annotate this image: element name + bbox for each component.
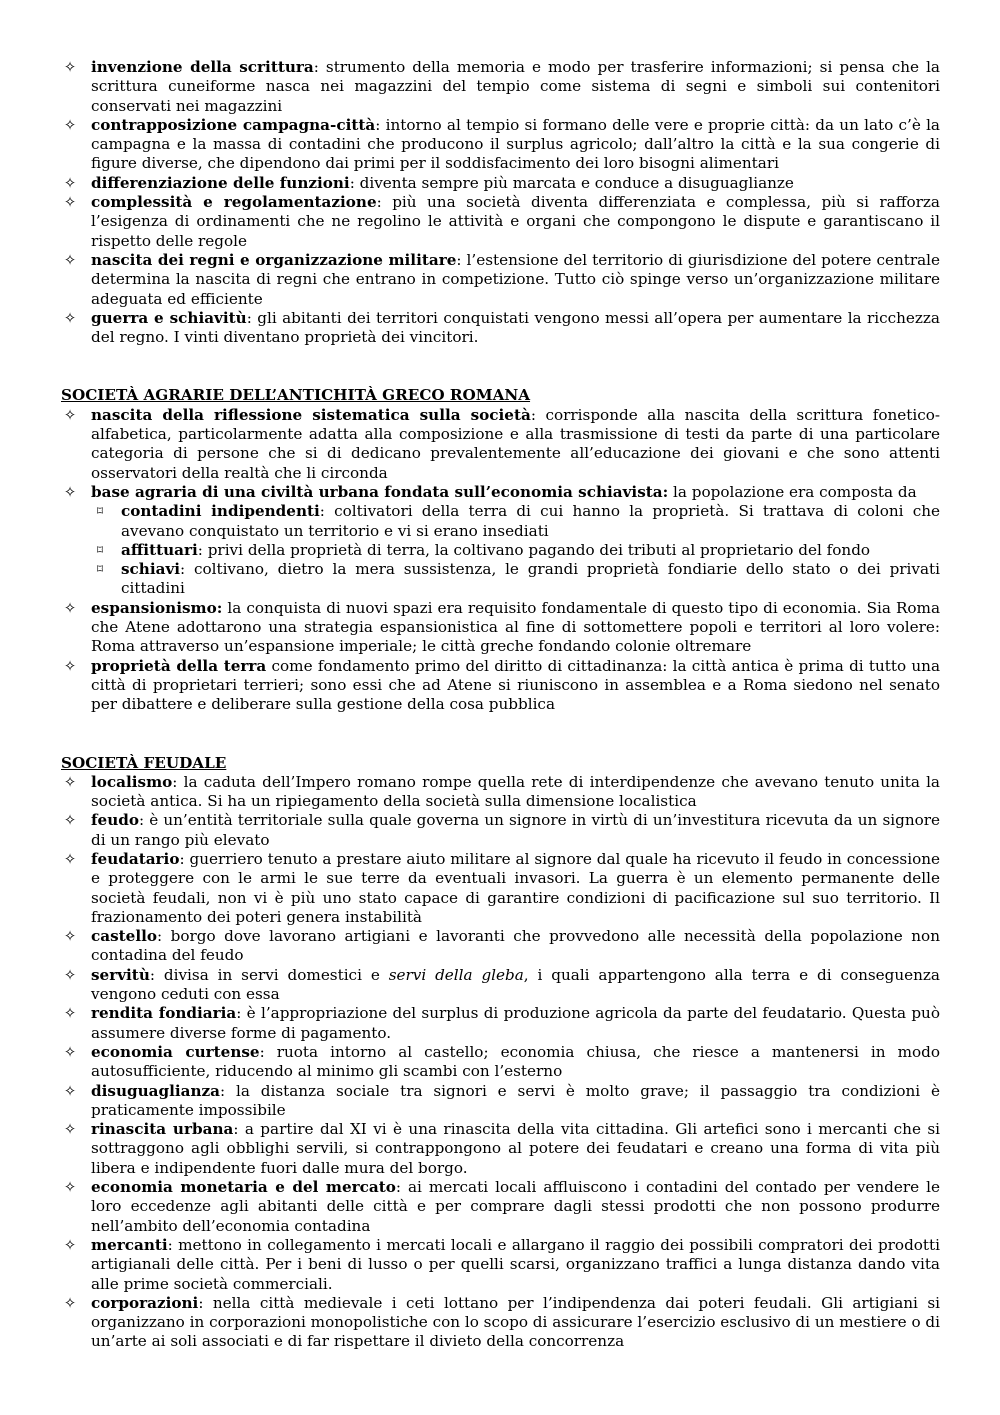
list-item <box>61 1082 940 1121</box>
section-heading-greco-romana: SOCIETÀ AGRARIE DELL’ANTICHITÀ GRECO ROMANA <box>61 386 531 405</box>
list-item <box>61 599 940 657</box>
item-term: rendita fondiaria <box>91 1004 237 1023</box>
diamond-bullet-icon: ✧ <box>63 250 77 269</box>
item-text: : la caduta dell’Impero romano rompe quella rete di interdipendenze che avevano tenuto unita la società antica. Si ha un ripiegamento della società sulla dimensione localistica <box>91 772 940 811</box>
list-item <box>61 174 940 193</box>
diamond-bullet-icon: ✧ <box>63 849 77 868</box>
item-text: : più una società diventa differenziata e complessa, più si rafforza l’esigenza di ordinamenti che ne regolino le attività e organi che compongono le dispute e garantiscano il rispetto delle regole <box>91 193 940 250</box>
diamond-bullet-icon: ✧ <box>63 1120 77 1139</box>
lozenge-bullet-icon: ⌑ <box>96 562 104 577</box>
item-text: : guerriero tenuto a prestare aiuto militare al signore dal quale ha ricevuto il feudo in concessione e proteggere con le armi le sue terre da eventuali invasori. La guerra è un elemento permanente delle società feudali, non vi è più uno stato capace di garantire condizioni di pacificazione sul suo territorio. Il frazionamento dei poteri genera instabilità <box>91 849 940 926</box>
item-term: base agraria di una civiltà urbana fondata sull’economia schiavista: <box>91 482 669 501</box>
item-text: : borgo dove lavorano artigiani e lavoranti che provvedono alle necessità della popolazione non contadina del feudo <box>91 927 940 965</box>
sub-list <box>61 502 940 598</box>
list-item <box>61 850 940 927</box>
sub-list-item <box>91 502 940 541</box>
item-text: : a partire dal XI vi è una rinascita della vita cittadina. Gli artefici sono i mercanti che si sottraggono agli obblighi servili, si contrappongono al potere dei feudatari e creano una forma di vita più libera e indipendente fuori dalle mura del borgo. <box>91 1120 940 1177</box>
item-term: complessità e regolamentazione <box>91 193 377 212</box>
list-item <box>61 966 940 1005</box>
item-text: : ruota intorno al castello; economia chiusa, che riesce a mantenersi in modo autosufficiente, riducendo al minimo gli scambi con l’esterno <box>91 1042 941 1081</box>
item-term: rinascita urbana <box>91 1120 234 1139</box>
diamond-bullet-icon: ✧ <box>63 1235 77 1254</box>
list-item <box>61 406 940 483</box>
item-term: affittuari <box>121 540 198 559</box>
diamond-bullet-icon: ✧ <box>63 598 77 617</box>
diamond-bullet-icon: ✧ <box>63 656 77 675</box>
item-term: disuguaglianza <box>91 1081 220 1100</box>
item-term: espansionismo: <box>91 598 223 617</box>
item-text: : divisa in servi domestici e <box>149 965 389 984</box>
item-text: la popolazione era composta da <box>668 482 917 501</box>
intro-list <box>61 58 940 347</box>
list-item <box>61 116 940 174</box>
list-item <box>61 927 940 966</box>
sub-list-item <box>91 560 940 599</box>
item-term: economia curtense <box>91 1042 260 1061</box>
list-item <box>61 193 940 251</box>
lozenge-bullet-icon: ⌑ <box>96 504 104 519</box>
list-item <box>61 251 940 309</box>
diamond-bullet-icon: ✧ <box>63 1178 77 1197</box>
item-text: : ai mercati locali affluiscono i contadini del contado per vendere le loro eccedenze agli abitanti delle città e per comprare dagli stessi prodotti che non possono produrre nell’ambito dell’economia contadina <box>91 1178 940 1235</box>
item-term: proprietà della terra <box>91 656 267 675</box>
list-item <box>61 773 940 812</box>
item-term: mercanti <box>91 1235 168 1254</box>
item-term: localismo <box>91 772 173 791</box>
item-text: : strumento della memoria e modo per trasferire informazioni; si pensa che la scrittura cuneiforme nasca nei magazzini del tempio come sistema di segni e simboli sui contenitori conservati nei magazzini <box>91 58 940 115</box>
item-text: , i quali appartengono alla terra e di conseguenza vengono ceduti con essa <box>91 965 940 1004</box>
diamond-bullet-icon: ✧ <box>63 193 77 212</box>
list-item <box>61 483 940 599</box>
lozenge-bullet-icon: ⌑ <box>96 542 104 557</box>
diamond-bullet-icon: ✧ <box>63 173 77 192</box>
item-term: nascita dei regni e organizzazione militare <box>91 250 457 269</box>
item-emphasis: servi della gleba <box>388 965 524 984</box>
greco-romana-list <box>61 406 940 715</box>
diamond-bullet-icon: ✧ <box>63 1081 77 1100</box>
list-item <box>61 1004 940 1043</box>
item-text: : intorno al tempio si formano delle vere e proprie città: da un lato c’è la campagna e la massa di contadini che producono il surplus agricolo; dall’altro la città e la sua congerie di figure diverse, che dipendono dai primi per il soddisfacimento dei loro bisogni alimentari <box>91 115 940 173</box>
item-text: : coltivatori della terra di cui hanno la proprietà. Si trattava di coloni che avevano conquistato un territorio e vi si erano insediati <box>121 502 940 540</box>
feudale-list <box>61 773 940 1352</box>
list-item <box>61 1043 940 1082</box>
item-term: differenziazione delle funzioni <box>91 173 350 192</box>
diamond-bullet-icon: ✧ <box>63 482 77 501</box>
item-term: schiavi <box>121 560 181 579</box>
sub-list-item <box>91 541 940 560</box>
item-text: : diventa sempre più marcata e conduce a disuguaglianze <box>349 173 794 192</box>
item-term: guerra e schiavitù <box>91 308 247 327</box>
item-term: servitù <box>91 965 150 984</box>
item-term: economia monetaria e del mercato <box>91 1178 396 1197</box>
item-term: feudatario <box>91 849 180 868</box>
item-term: castello <box>91 927 157 946</box>
list-item <box>61 1120 940 1178</box>
list-item <box>61 657 940 715</box>
item-term: invenzione della scrittura <box>91 58 314 76</box>
diamond-bullet-icon: ✧ <box>63 405 77 424</box>
diamond-bullet-icon: ✧ <box>63 927 77 946</box>
item-term: contrapposizione campagna-città <box>91 115 376 134</box>
list-item <box>61 1294 940 1352</box>
item-text: : la distanza sociale tra signori e servi è molto grave; il passaggio tra condizioni è praticamente impossibile <box>91 1081 940 1119</box>
item-text: : corrisponde alla nascita della scrittura fonetico-alfabetica, particolarmente adatta alla composizione e alla trasmissione di testi da parte di una particolare categoria di persone che si di dedicano prevalentemente all’educazione dei giovani e che sono attenti osservatori della realtà che li circonda <box>91 405 940 482</box>
list-item <box>61 1236 940 1294</box>
section-heading-feudale: SOCIETÀ FEUDALE <box>61 753 227 772</box>
item-text: : coltivano, dietro la mera sussistenza, le grandi proprietà fondiarie dello stato o dei privati cittadini <box>121 560 940 598</box>
item-text: : nella città medievale i ceti lottano per l’indipendenza dai poteri feudali. Gli artigiani si organizzano in corporazioni monopolistiche con lo scopo di assicurare l’esercizio esclusivo di un mestiere o di un’arte ai soli associati e di far rispettare il divieto della concorrenza <box>91 1293 940 1351</box>
item-term: corporazioni <box>91 1293 199 1312</box>
diamond-bullet-icon: ✧ <box>63 811 77 830</box>
diamond-bullet-icon: ✧ <box>63 772 77 791</box>
item-text: la conquista di nuovi spazi era requisito fondamentale di questo tipo di economia. Sia Roma che Atene adottarono una strategia espansionistica al fine di sottomettere popoli e territori al loro volere: Roma attraverso un’espansione imperiale; le città greche fondando colonie oltremare <box>91 598 940 656</box>
list-item <box>61 811 940 850</box>
item-term: feudo <box>91 811 139 830</box>
diamond-bullet-icon: ✧ <box>63 1293 77 1312</box>
item-text: : l’estensione del territorio di giurisdizione del potere centrale determina la nascita di regni che entrano in competizione. Tutto ciò spinge verso un’organizzazione militare adeguata ed efficiente <box>91 250 940 308</box>
diamond-bullet-icon: ✧ <box>63 1004 77 1023</box>
diamond-bullet-icon: ✧ <box>63 308 77 327</box>
item-text: come fondamento primo del diritto di cittadinanza: la città antica è prima di tutto una città di proprietari terrieri; sono essi che ad Atene si riuniscono in assemblea e a Roma siedono nel senato per dibattere e deliberare sulla gestione della cosa pubblica <box>91 656 941 714</box>
diamond-bullet-icon: ✧ <box>63 1042 77 1061</box>
list-item <box>61 1178 940 1236</box>
item-text: : privi della proprietà di terra, la coltivano pagando dei tributi al proprietario del fondo <box>197 540 871 559</box>
item-text: : mettono in collegamento i mercati locali e allargano il raggio dei possibili compratori dei prodotti artigianali delle città. Per i beni di lusso o per quelli scarsi, organizzano traffici a lunga distanza dando vita alle prime società commerciali. <box>91 1235 940 1293</box>
item-text: : è l’appropriazione del surplus di produzione agricola da parte del feudatario. Questa può assumere diverse forme di pagamento. <box>91 1004 940 1042</box>
item-term: contadini indipendenti <box>121 502 320 521</box>
diamond-bullet-icon: ✧ <box>63 115 77 134</box>
diamond-bullet-icon: ✧ <box>63 58 77 76</box>
item-text: : gli abitanti dei territori conquistati vengono messi all’opera per aumentare la ricchezza del regno. I vinti diventano proprietà dei vincitori. <box>91 308 940 347</box>
list-item <box>61 309 940 348</box>
list-item <box>61 58 940 116</box>
diamond-bullet-icon: ✧ <box>63 965 77 984</box>
item-text: : è un’entità territoriale sulla quale governa un signore in virtù di un’investitura ricevuta da un signore di un rango più elevato <box>91 811 940 849</box>
item-term: nascita della riflessione sistematica sulla società <box>91 405 531 424</box>
